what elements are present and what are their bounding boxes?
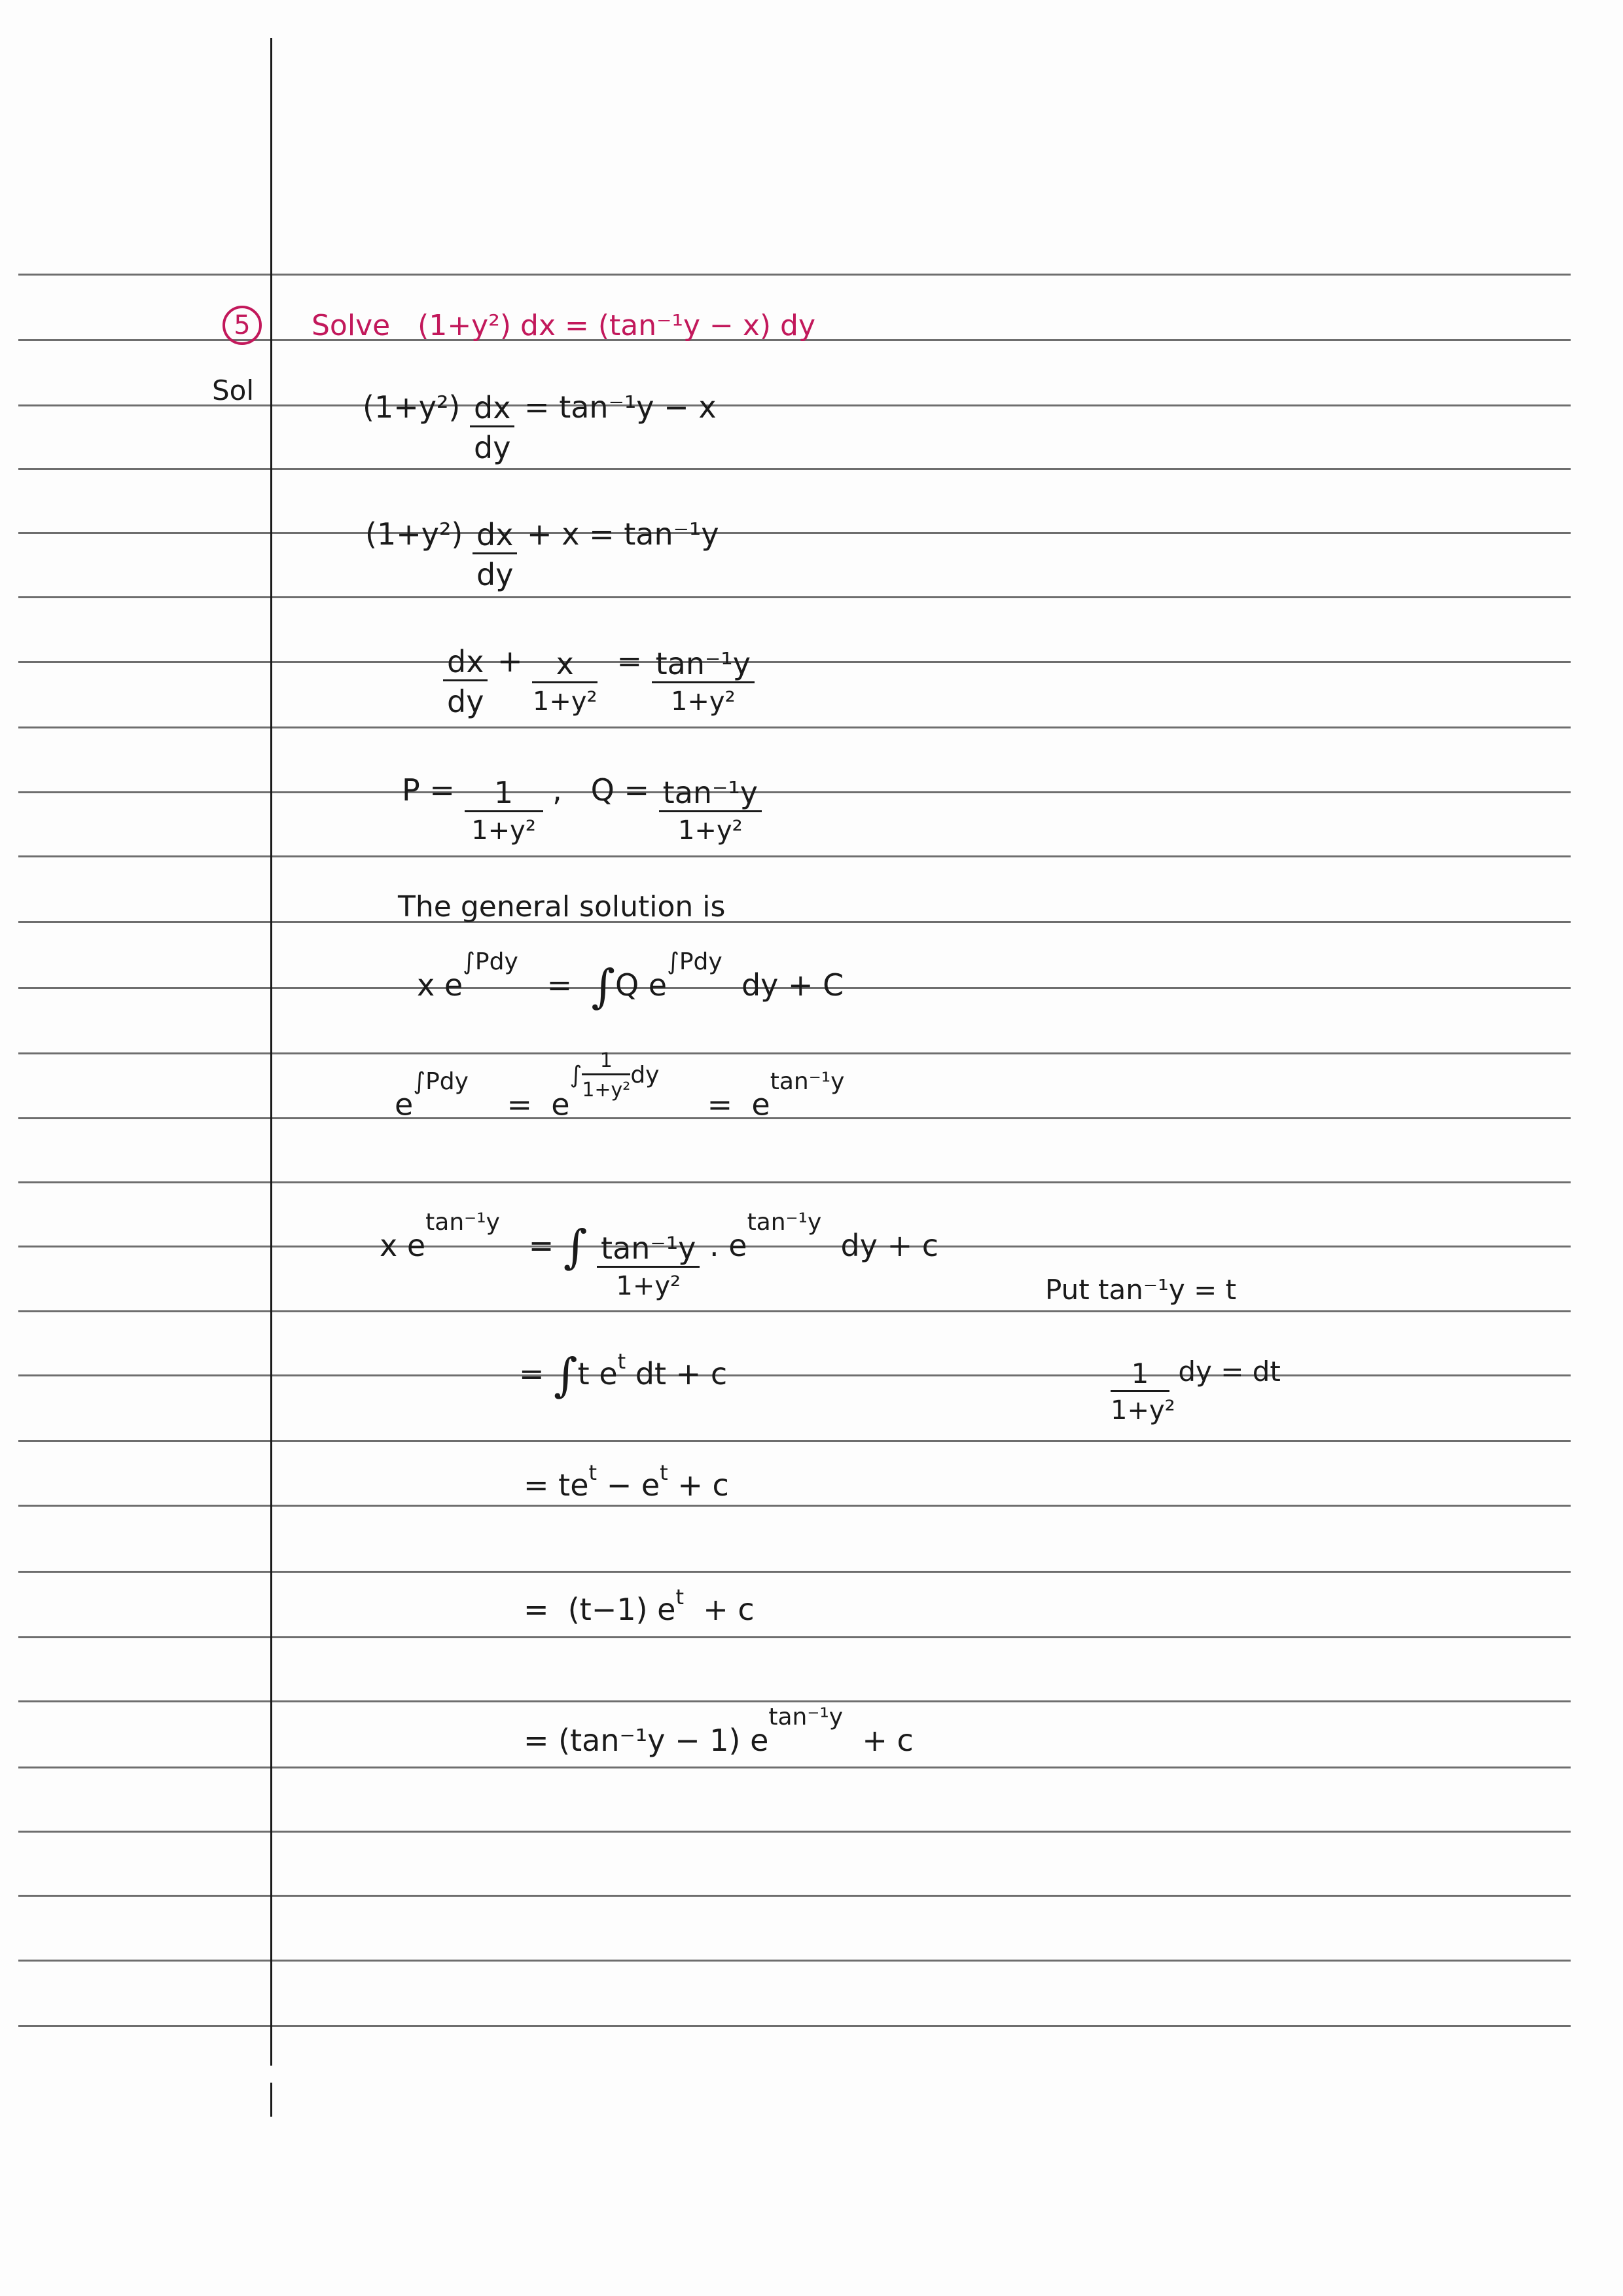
solution-step-2: (1+y²) $\frac{dx}{dy}$ + x = tan⁻¹y: [365, 516, 719, 592]
ruled-line: [18, 855, 1571, 857]
margin-line: [270, 38, 272, 2066]
integrating-factor-line: $e^{\int Pdy}$ = $e^{\int \frac{1}{\text{1+y²}} dy}$ = $e^{tan^{-1}y}$: [395, 1049, 845, 1122]
solution-step-3: $\frac{dx}{dy}$ + $\frac{x}{\text{1+y²}}$ = $\frac{\text{tan⁻¹y}}{\text{1+y²}}$: [443, 628, 755, 698]
derivative-fraction: $\frac{dx}{dy}$: [470, 393, 514, 463]
ruled-line: [18, 1767, 1571, 1768]
general-solution-formula: x $e^{\int Pdy} = \int Q$ $e^{\int Pdy}$ dy + C: [417, 948, 844, 1013]
ruled-line: [18, 596, 1571, 598]
integration-step-2: = $te^t - e^t + c$: [524, 1460, 729, 1503]
question-label: Solve: [312, 309, 391, 342]
ruled-line: [18, 726, 1571, 728]
solution-label: Sol: [212, 374, 255, 406]
ruled-line: [18, 1895, 1571, 1897]
substitution-note-line-1: Put tan⁻¹y = t: [1045, 1274, 1237, 1306]
question-number-badge: [223, 306, 262, 345]
ruled-line: [18, 1052, 1571, 1054]
integral-sign: ∫: [563, 1220, 588, 1274]
ruled-line: [18, 661, 1571, 663]
question-number: 5: [234, 310, 251, 340]
ruled-line: [18, 1310, 1571, 1312]
integral-sign: ∫: [591, 960, 615, 1013]
ruled-line: [18, 274, 1571, 276]
ruled-line: [18, 1700, 1571, 1702]
ruled-line: [18, 468, 1571, 470]
ruled-line: [18, 921, 1571, 923]
derivative-fraction: $\frac{dx}{dy}$: [473, 520, 517, 590]
ruled-line: [18, 1374, 1571, 1376]
final-answer: = (tan⁻¹y − 1) $e^{tan^{-1}y} + c$: [524, 1704, 914, 1758]
general-solution-heading: The general solution is: [398, 890, 726, 924]
ruled-line: [18, 1440, 1571, 1442]
integration-step-3: = (t−1) $e^t + c$: [524, 1585, 755, 1627]
integral-sign: ∫: [554, 1348, 578, 1402]
ruled-line: [18, 791, 1571, 793]
question-equation: (1+y²) dx = (tan⁻¹y − x) dy: [418, 309, 815, 342]
ruled-line: [18, 1831, 1571, 1833]
ruled-line: [18, 532, 1571, 534]
ruled-line: [18, 1181, 1571, 1183]
solution-step-1: (1+y²) $\frac{dx}{dy}$ = tan⁻¹y − x: [363, 389, 717, 465]
ruled-line: [18, 2025, 1571, 2027]
ruled-line: [18, 1571, 1571, 1573]
ruled-line: [18, 1505, 1571, 1507]
substituted-equation: x $e^{tan^{-1}y}$ = ∫ $\frac{\text{tan⁻¹y}}{\text{1+y²}}$ . $e^{tan^{-1}y}$ dy + c: [380, 1209, 939, 1301]
margin-line-tail: [270, 2083, 272, 2117]
ruled-line: [18, 1636, 1571, 1638]
integration-step-1: = ∫t $e^t$ dt + c: [519, 1348, 728, 1402]
question-statement: [312, 309, 815, 342]
p-q-definition: P = $\frac{1}{\text{1+y²}}$ , Q = $\frac{\text{tan⁻¹y}}{\text{1+y²}}$: [402, 759, 762, 825]
ruled-line: [18, 1960, 1571, 1962]
substitution-note-line-2: $\frac{1}{\text{1+y²}}$ dy = dt: [1111, 1355, 1281, 1426]
